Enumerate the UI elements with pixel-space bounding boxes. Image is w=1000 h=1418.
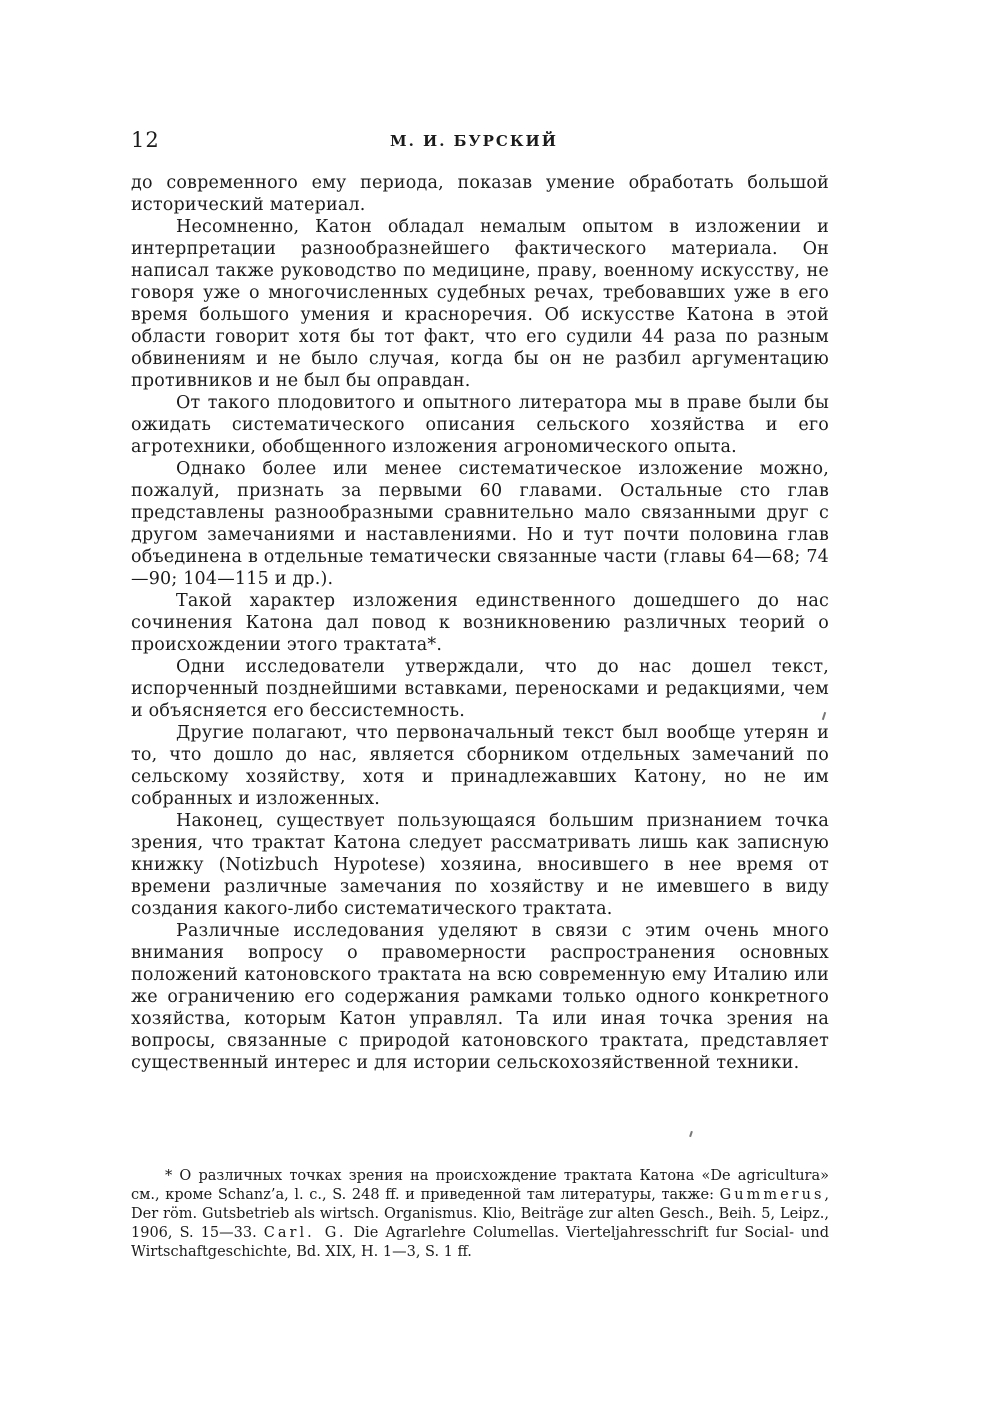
- paragraph: Другие полагают, что первоначальный текст был вообще утерян и то, что дошло до нас, является сборником отдельных замечаний по сельскому хозяйству, хотя и принадлежавших Катону, но не им собранных и изложенных.: [131, 723, 829, 809]
- paragraph: От такого плодовитого и опытного литератора мы в праве были бы ожидать систематического описания сельского хозяйства и его агротехники, обобщенного изложения агрономического опыта.: [131, 393, 829, 457]
- footnote-part: , Der röm. Gutsbetrieb als wirtsch. Organismus. Klio, Beiträge zur alten Gesch., Beih. 5, Leipz., 1906, S. 15—33.: [131, 1187, 829, 1241]
- paragraph: Наконец, существует пользующаяся большим признанием точка зрения, что трактат Катона следует рассматривать лишь как записную книжку (Notizbuch Hypotese) хозяина, вносившего в нее время от времени различные замечания по хозяйству и не имевшего в виду создания какого-либо систематического трактата.: [131, 811, 829, 919]
- paragraph: Одни исследователи утверждали, что до нас дошел текст, испорченный позднейшими вставками, переносками и редакциями, чем и объясняется его бессистемность.: [131, 657, 829, 721]
- paragraph: до современного ему периода, показав умение обработать большой исторический материал.: [131, 173, 829, 215]
- page-number: 12: [131, 128, 160, 152]
- footnote: [131, 1167, 829, 1262]
- paragraph: Такой характер изложения единственного дошедшего до нас сочинения Катона дал повод к возникновению различных теорий о происхождении этого трактата*.: [131, 591, 829, 655]
- paragraph: Несомненно, Катон обладал немалым опытом в изложении и интерпретации разнообразнейшего фактического материала. Он написал также руководство по медицине, праву, военному искусству, не говоря уже о многочисленных судебных речах, требовавших уже в его время большого умения и красноречия. Об искусстве Катона в этой области говорит хотя бы тот факт, что его судили 44 раза по разным обвинениям и не было случая, когда бы он не разбил аргументацию противников и не был бы оправдан.: [131, 217, 829, 391]
- paragraph: Различные исследования уделяют в связи с этим очень много внимания вопросу о правомерности распространения основных положений катоновского трактата на всю современную ему Италию или же ограничению его содержания рамками только одного конкретного хозяйства, которым Катон управлял. Та или иная точка зрения на вопросы, связанные с природой катоновского трактата, представляет существенный интерес и для истории сельскохозяйственной техники.: [131, 921, 829, 1073]
- footnote-part: Die Agrarlehre Columellas. Vierteljahresschrift fur Social- und Wirtschaftgeschichte, Bd. XIX, H. 1—3, S. 1 ff.: [131, 1225, 830, 1260]
- footnote-author: Gummerus: [719, 1187, 825, 1203]
- print-speck: [689, 1131, 693, 1137]
- running-head: М. И. БУРСКИЙ: [390, 132, 558, 150]
- footnote-part: * О различных точках зрения на происхождение трактата Катона «De agricultura» см., кроме Schanz’a, l. c., S. 248 ff. и приведенной там литературы, также:: [131, 1168, 829, 1203]
- paragraph: Однако более или менее систематическое изложение можно, пожалуй, признать за первыми 60 главами. Остальные сто глав представлены разнообразными сравнительно мало связанными друг с другом замечаниями и наставлениями. Но и тут почти половина глав объединена в отдельные тематически связанные части (главы 64—68; 74—90; 104—115 и др.).: [131, 459, 829, 589]
- footnote-author: Carl. G.: [263, 1225, 347, 1241]
- footnote-text: [131, 1167, 829, 1262]
- body-text: [131, 172, 829, 1074]
